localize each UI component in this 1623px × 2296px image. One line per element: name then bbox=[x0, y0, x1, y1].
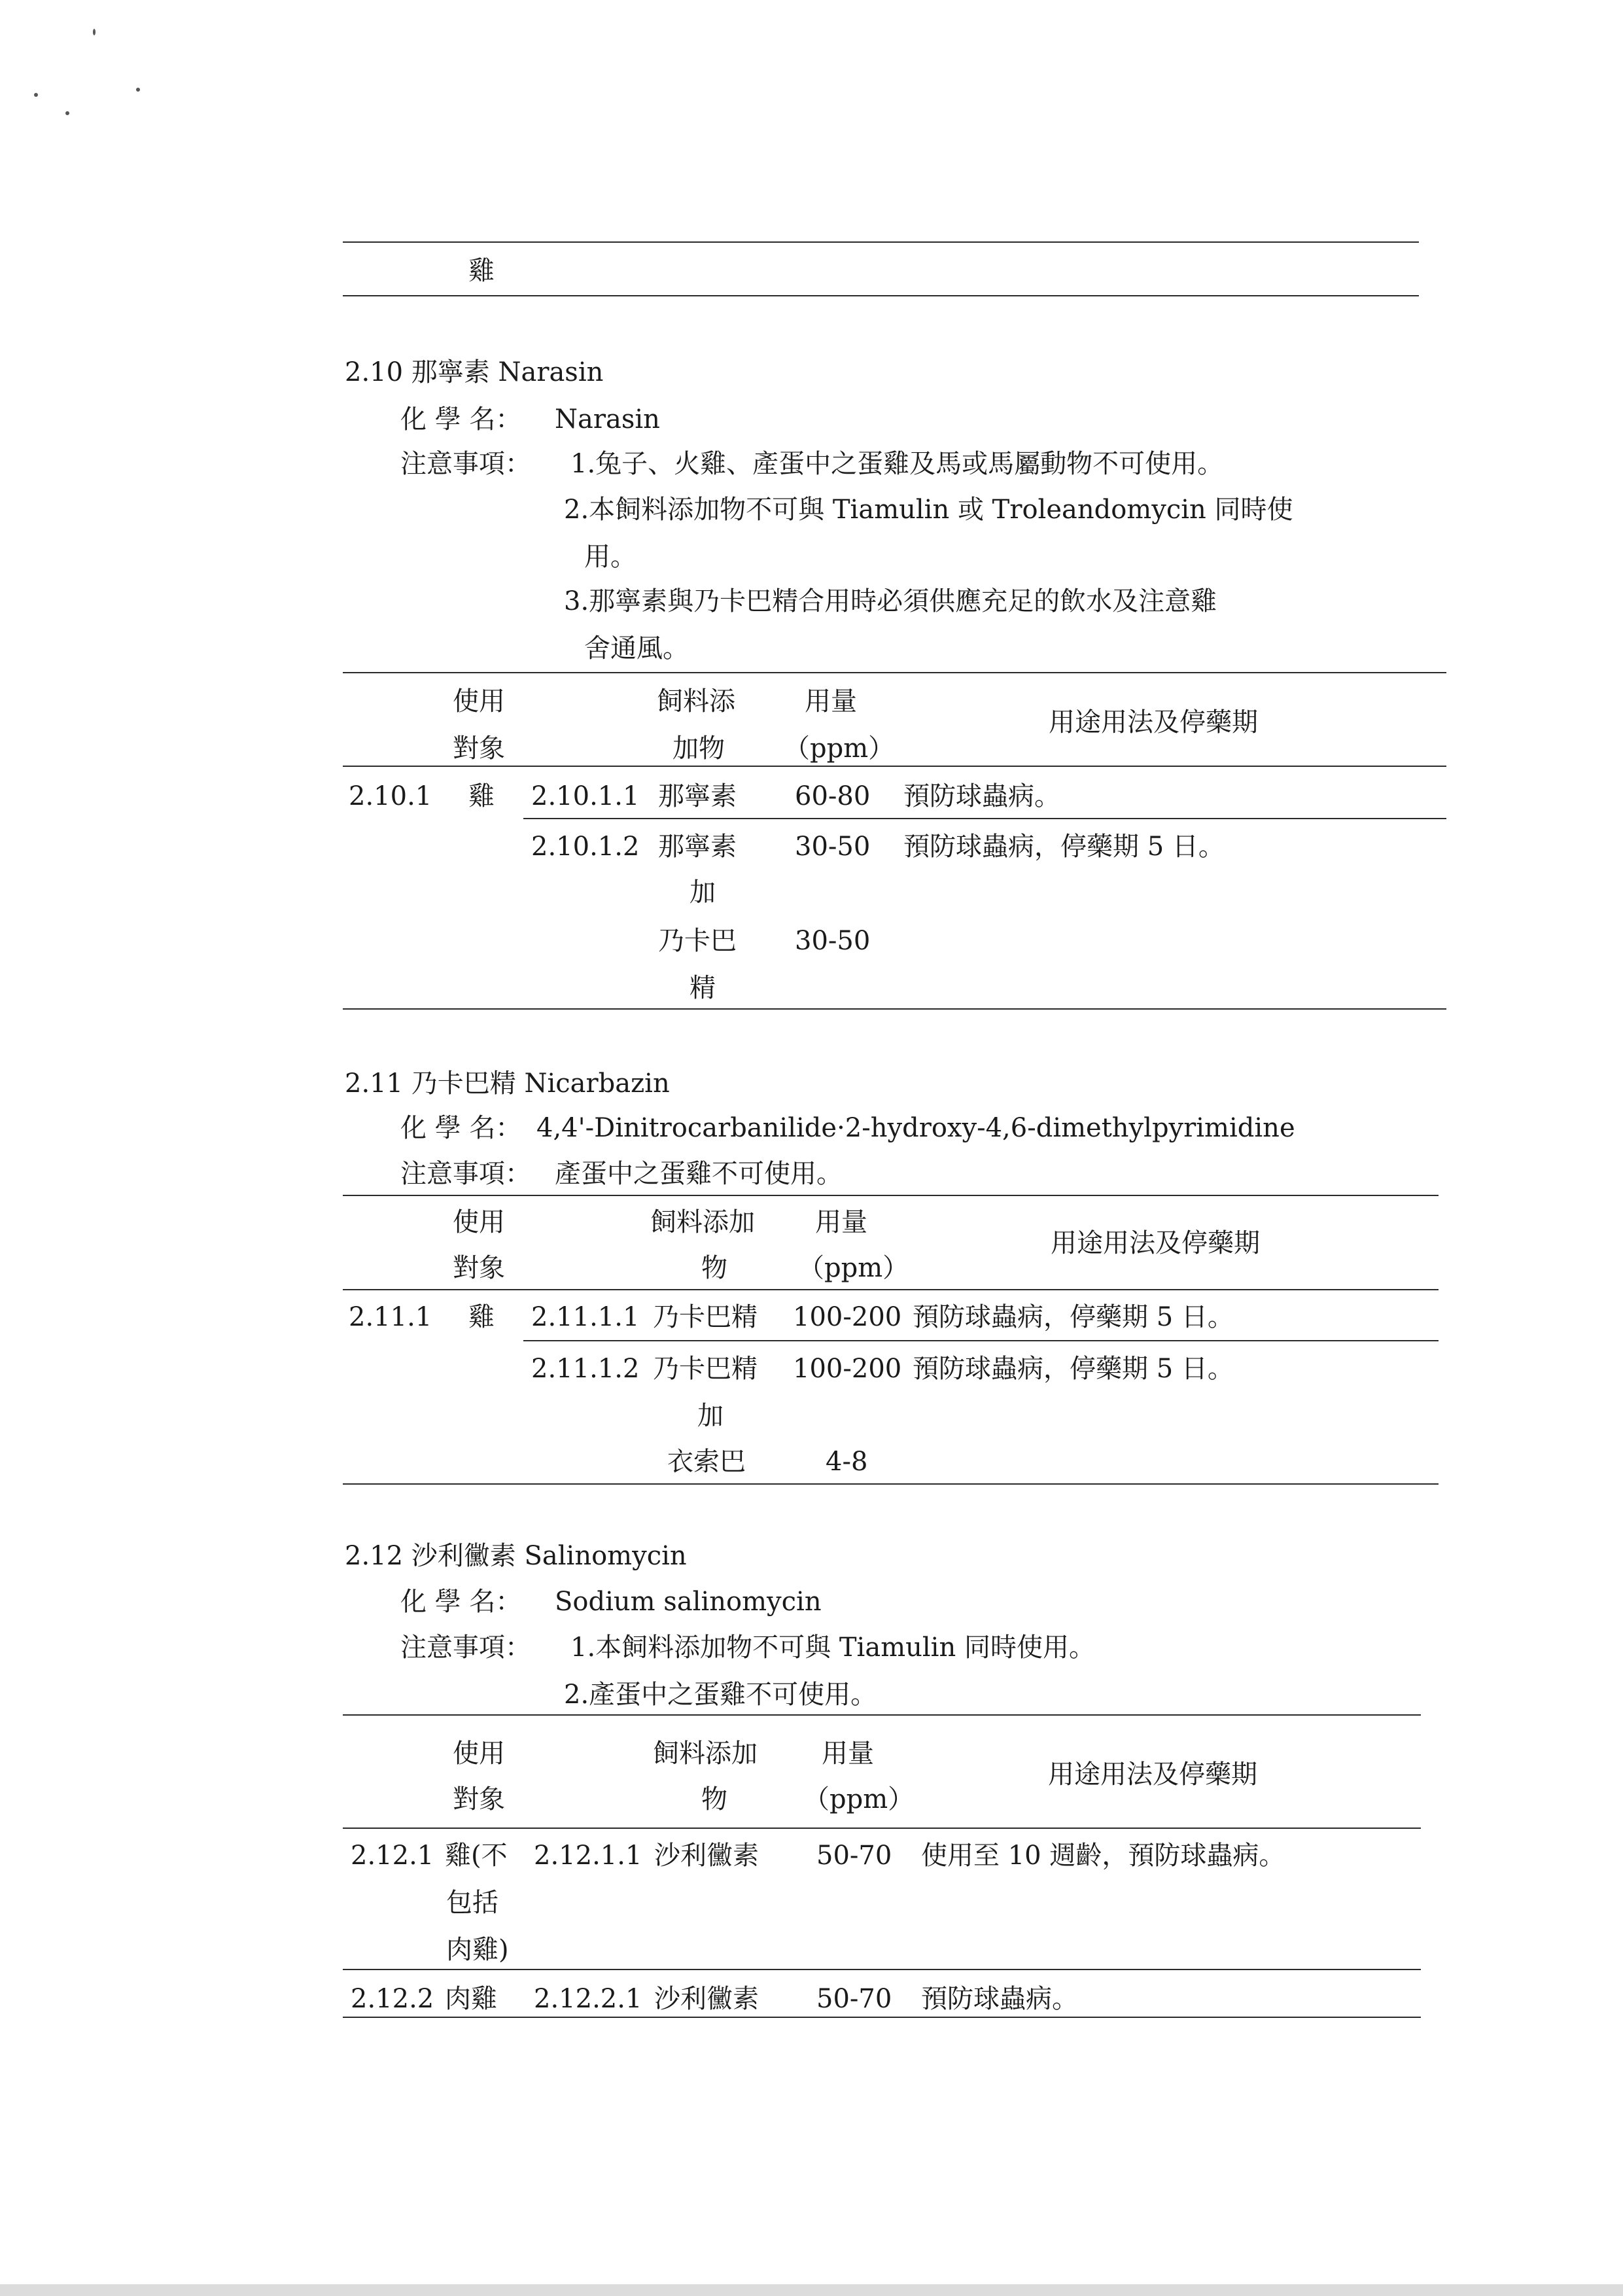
header-dose: （ppm） bbox=[784, 733, 895, 764]
header-dose: 用量 bbox=[822, 1739, 874, 1769]
scan-speck bbox=[34, 93, 38, 97]
row-subject: 包括 bbox=[446, 1888, 498, 1918]
header-additive: 加物 bbox=[672, 733, 725, 764]
scan-speck bbox=[136, 88, 140, 92]
row-code: 2.12.2.1 bbox=[534, 1984, 642, 2014]
row-dose: 30-50 bbox=[795, 832, 871, 862]
table-rule bbox=[343, 672, 1446, 673]
table-rule bbox=[523, 1340, 1439, 1341]
table-rule bbox=[343, 1195, 1439, 1196]
row-subject: 肉雞) bbox=[446, 1935, 509, 1965]
row-usage: 預防球蟲病。 bbox=[903, 781, 1060, 811]
note-item: 1.兔子、火雞、產蛋中之蛋雞及馬或馬屬動物不可使用。 bbox=[570, 449, 1224, 479]
row-additive: 衣索巴 bbox=[667, 1447, 746, 1477]
row-code: 2.10.1.2 bbox=[531, 832, 640, 862]
chem-name-label: 化 學 名： bbox=[400, 1113, 522, 1143]
table-rule bbox=[343, 1828, 1421, 1829]
table-rule bbox=[343, 295, 1419, 296]
row-subject: 雞 bbox=[468, 781, 495, 811]
notes-label: 注意事項： bbox=[400, 449, 531, 479]
note-item: 3.那寧素與乃卡巴精合用時必須供應充足的飲水及注意雞 bbox=[564, 586, 1217, 616]
header-additive: 飼料添 bbox=[657, 686, 735, 716]
note-item: 舍通風。 bbox=[584, 633, 689, 663]
chem-name-value: Narasin bbox=[555, 404, 660, 434]
row-dose: 100-200 bbox=[793, 1354, 902, 1384]
header-additive: 物 bbox=[701, 1253, 727, 1283]
table-rule bbox=[523, 818, 1446, 819]
scan-speck bbox=[65, 111, 69, 115]
scan-page-edge bbox=[0, 2284, 1623, 2296]
header-usage: 用途用法及停藥期 bbox=[1048, 1759, 1257, 1790]
header-dose: （ppm） bbox=[798, 1253, 909, 1283]
row-dose: 4-8 bbox=[826, 1447, 868, 1477]
row-code: 2.11.1.1 bbox=[531, 1302, 640, 1332]
row-subject: 肉雞 bbox=[445, 1984, 497, 2014]
chem-name-value: Sodium salinomycin bbox=[555, 1587, 822, 1617]
header-subject: 使用 bbox=[453, 686, 505, 716]
note-item: 2.產蛋中之蛋雞不可使用。 bbox=[564, 1680, 877, 1710]
chem-name-value: 4,4'-Dinitrocarbanilide·2-hydroxy-4,6-dimethylpyrimidine bbox=[536, 1113, 1295, 1143]
row-additive: 乃卡巴精 bbox=[653, 1302, 758, 1332]
row-additive: 乃卡巴 bbox=[658, 926, 737, 956]
row-dose: 60-80 bbox=[795, 781, 871, 811]
row-additive: 精 bbox=[689, 973, 716, 1003]
row-usage: 使用至 10 週齡，預防球蟲病。 bbox=[921, 1841, 1285, 1871]
note-item: 用。 bbox=[584, 542, 637, 572]
notes-label: 注意事項： bbox=[400, 1159, 531, 1189]
row-additive: 那寧素 bbox=[658, 781, 737, 811]
row-additive: 沙利黴素 bbox=[654, 1984, 759, 2014]
table-rule bbox=[343, 1714, 1421, 1716]
row-subject: 雞(不 bbox=[445, 1841, 508, 1871]
row-additive-plus: 加 bbox=[689, 877, 716, 908]
row-additive: 那寧素 bbox=[658, 832, 737, 862]
table-rule bbox=[343, 766, 1446, 767]
note-item: 產蛋中之蛋雞不可使用。 bbox=[555, 1159, 843, 1189]
table-rule bbox=[343, 1289, 1439, 1290]
section-heading: 2.11 乃卡巴精 Nicarbazin bbox=[345, 1069, 670, 1099]
section-heading: 2.10 那寧素 Narasin bbox=[345, 357, 604, 387]
row-number: 2.10.1 bbox=[349, 781, 432, 811]
row-dose: 100-200 bbox=[793, 1302, 902, 1332]
row-subject: 雞 bbox=[468, 1302, 495, 1332]
row-additive: 沙利黴素 bbox=[654, 1841, 759, 1871]
header-subject: 對象 bbox=[453, 1253, 505, 1283]
row-number: 2.12.2 bbox=[351, 1984, 434, 2014]
table-cell-subject: 雞 bbox=[468, 256, 495, 286]
note-item: 2.本飼料添加物不可與 Tiamulin 或 Troleandomycin 同時使 bbox=[564, 495, 1293, 525]
row-dose: 50-70 bbox=[816, 1841, 892, 1871]
header-usage: 用途用法及停藥期 bbox=[1051, 1228, 1260, 1258]
row-usage: 預防球蟲病。 bbox=[921, 1984, 1078, 2014]
scan-speck bbox=[93, 29, 96, 35]
header-dose: 用量 bbox=[815, 1207, 867, 1237]
row-additive-plus: 加 bbox=[697, 1401, 724, 1431]
row-usage: 預防球蟲病，停藥期 5 日。 bbox=[913, 1302, 1234, 1332]
table-rule bbox=[343, 1969, 1421, 1970]
row-code: 2.12.1.1 bbox=[534, 1841, 642, 1871]
table-rule bbox=[343, 1008, 1446, 1010]
header-additive: 物 bbox=[701, 1784, 727, 1814]
header-dose: 用量 bbox=[805, 686, 857, 716]
header-subject: 使用 bbox=[453, 1739, 505, 1769]
notes-label: 注意事項： bbox=[400, 1633, 531, 1663]
table-rule bbox=[343, 1483, 1439, 1485]
header-additive: 飼料添加 bbox=[653, 1739, 758, 1769]
table-rule bbox=[343, 2017, 1421, 2018]
header-additive: 飼料添加 bbox=[650, 1207, 755, 1237]
chem-name-label: 化 學 名： bbox=[400, 404, 522, 434]
row-code: 2.10.1.1 bbox=[531, 781, 640, 811]
header-subject: 對象 bbox=[453, 733, 505, 764]
note-item: 1.本飼料添加物不可與 Tiamulin 同時使用。 bbox=[570, 1633, 1095, 1663]
row-number: 2.11.1 bbox=[349, 1302, 432, 1332]
header-subject: 對象 bbox=[453, 1784, 505, 1814]
row-usage: 預防球蟲病，停藥期 5 日。 bbox=[913, 1354, 1234, 1384]
section-heading: 2.12 沙利黴素 Salinomycin bbox=[345, 1541, 687, 1571]
row-dose: 30-50 bbox=[795, 926, 871, 956]
row-usage: 預防球蟲病，停藥期 5 日。 bbox=[903, 832, 1225, 862]
row-number: 2.12.1 bbox=[351, 1841, 434, 1871]
header-dose: （ppm） bbox=[803, 1784, 915, 1814]
header-usage: 用途用法及停藥期 bbox=[1049, 707, 1258, 737]
chem-name-label: 化 學 名： bbox=[400, 1587, 522, 1617]
row-additive: 乃卡巴精 bbox=[653, 1354, 758, 1384]
row-dose: 50-70 bbox=[816, 1984, 892, 2014]
row-code: 2.11.1.2 bbox=[531, 1354, 640, 1384]
table-rule bbox=[343, 241, 1419, 243]
header-subject: 使用 bbox=[453, 1207, 505, 1237]
